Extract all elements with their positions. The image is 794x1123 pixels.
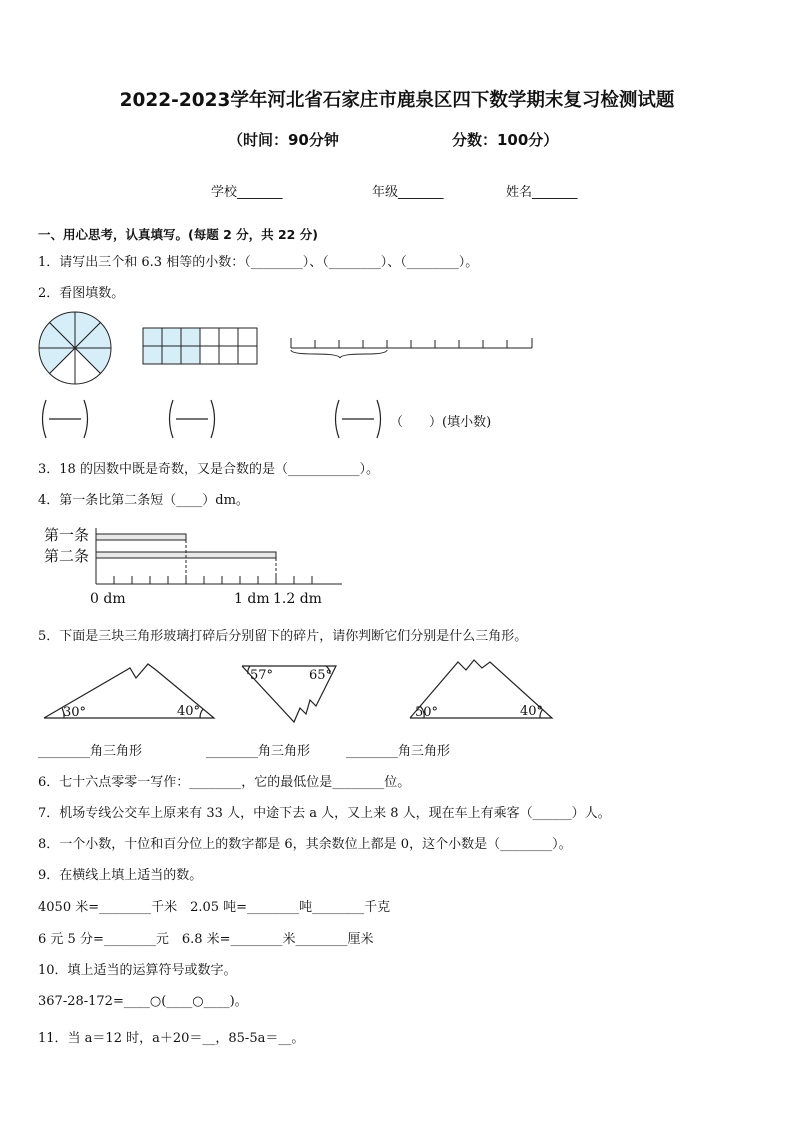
fraction-answer-3[interactable] xyxy=(336,400,381,438)
triangle-2-left-angle: 57° xyxy=(250,668,274,683)
question-6[interactable]: 6．七十六点零零一写作：________，它的最低位是________位。 xyxy=(38,775,411,790)
question-9: 9．在横线上填上适当的数。 xyxy=(38,868,203,883)
label-first: 第一条 xyxy=(44,526,90,544)
fraction-grid xyxy=(143,328,257,364)
grade-field[interactable]: 年级_______ xyxy=(372,185,444,200)
triangle-2-right-angle: 65° xyxy=(309,668,333,683)
question-10-line[interactable]: 367-28-172=____○(____○____)。 xyxy=(38,994,248,1009)
number-line xyxy=(291,338,532,358)
page-title: 2022-2023学年河北省石家庄市鹿泉区四下数学期末复习检测试题 xyxy=(119,90,675,111)
triangle-1-left-angle: 30° xyxy=(63,705,87,720)
question-9-line-1[interactable]: 4050 米=________千米 2.05 吨=________吨________千克 xyxy=(38,900,391,915)
section-heading: 一、用心思考，认真填写。(每题 2 分，共 22 分) xyxy=(38,227,318,242)
question-5-triangles xyxy=(38,652,568,732)
question-2: 2．看图填数。 xyxy=(38,286,125,301)
fraction-answer-2[interactable] xyxy=(170,400,215,438)
school-field[interactable]: 学校_______ xyxy=(211,185,283,200)
exam-score: 分数：100分） xyxy=(452,131,559,149)
fraction-answer-1[interactable] xyxy=(43,400,88,438)
triangle-answer-2[interactable]: ________角三角形 xyxy=(206,744,311,759)
question-7[interactable]: 7．机场专线公交车上原来有 33 人，中途下去 a 人，又上来 8 人，现在车上有乘客（______）人。 xyxy=(38,806,611,821)
tick-1-2: 1.2 dm xyxy=(273,591,322,607)
question-4-chart xyxy=(38,520,358,612)
question-8[interactable]: 8．一个小数，十位和百分位上的数字都是 6，其余数位上都是 0，这个小数是（________）。 xyxy=(38,837,572,852)
fraction-circle xyxy=(39,312,111,384)
label-second: 第二条 xyxy=(44,547,90,565)
decimal-answer-blank[interactable]: （ ）(填小数) xyxy=(390,415,492,430)
question-3[interactable]: 3．18 的因数中既是奇数，又是合数的是（___________）。 xyxy=(38,462,379,477)
triangle-3-right-angle: 40° xyxy=(520,704,544,719)
question-5: 5．下面是三块三角形玻璃打碎后分别留下的碎片，请你判断它们分别是什么三角形。 xyxy=(38,629,528,644)
question-4[interactable]: 4．第一条比第二条短（____）dm。 xyxy=(38,493,249,508)
exam-time: （时间：90分钟 xyxy=(228,131,339,149)
question-9-line-2[interactable]: 6 元 5 分=________元 6.8 米=________米________厘米 xyxy=(38,932,374,947)
triangle-1-right-angle: 40° xyxy=(177,704,201,719)
question-10: 10．填上适当的运算符号或数字。 xyxy=(38,963,237,978)
triangle-answer-1[interactable]: ________角三角形 xyxy=(38,744,143,759)
question-1[interactable]: 1．请写出三个和 6.3 相等的小数：（________）、（________）、（________）。 xyxy=(38,255,479,270)
triangle-answer-3[interactable]: ________角三角形 xyxy=(346,744,451,759)
name-field[interactable]: 姓名_______ xyxy=(506,185,578,200)
triangle-3-left-angle: 50° xyxy=(415,705,439,720)
tick-1: 1 dm xyxy=(234,591,270,607)
question-11[interactable]: 11．当 a＝12 时，a＋20＝__，85-5a＝__。 xyxy=(38,1031,305,1046)
tick-0: 0 dm xyxy=(90,591,126,607)
bar-first xyxy=(96,534,186,540)
